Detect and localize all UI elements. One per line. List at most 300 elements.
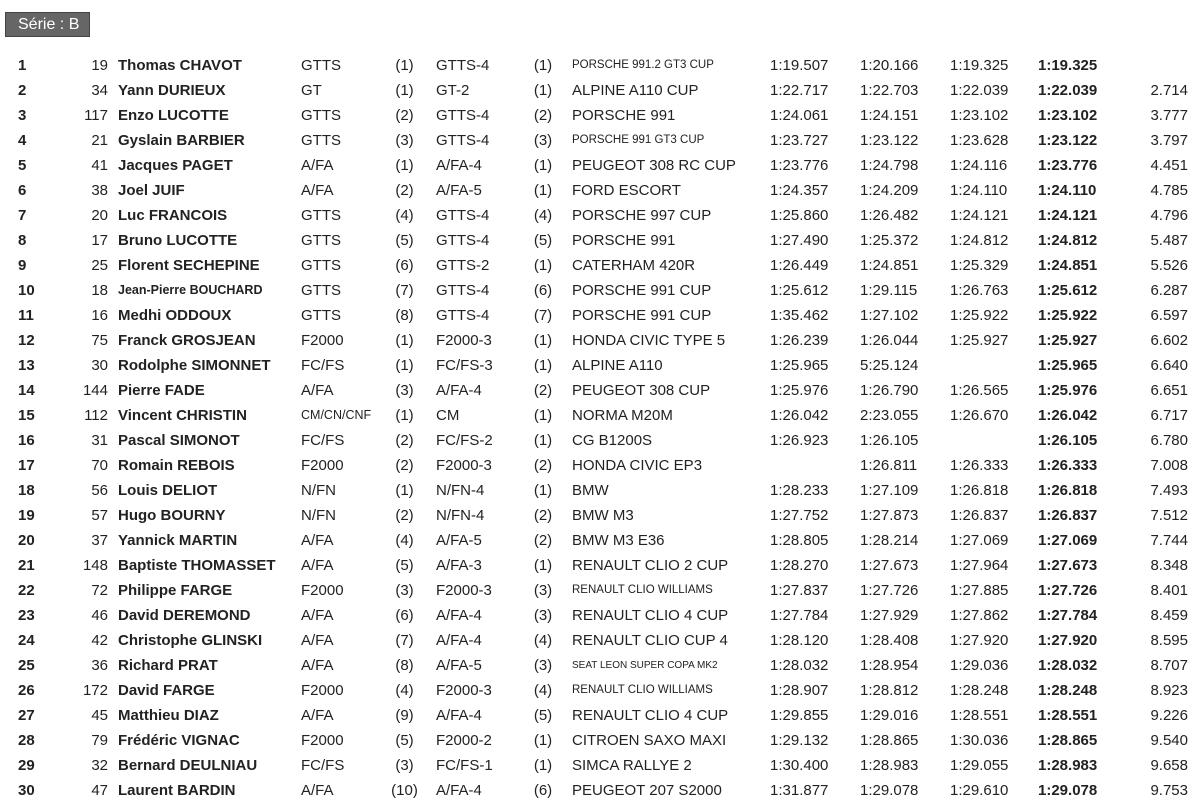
best-time-cell: 1:28.248 bbox=[1038, 682, 1098, 699]
group-cell: A/FA bbox=[301, 182, 334, 199]
lap-time-1-cell: 1:27.752 bbox=[770, 507, 829, 524]
position-cell: 26 bbox=[18, 682, 35, 699]
group-cell: A/FA bbox=[301, 607, 334, 624]
best-time-cell: 1:25.922 bbox=[1038, 307, 1098, 324]
car-number-cell: 41 bbox=[91, 157, 108, 174]
gap-cell: 3.797 bbox=[1150, 132, 1188, 149]
car-model-cell: HONDA CIVIC TYPE 5 bbox=[572, 332, 726, 349]
gap-cell: 6.651 bbox=[1150, 382, 1188, 399]
gap-cell: 7.493 bbox=[1150, 482, 1188, 499]
table-row bbox=[0, 328, 1200, 353]
car-model-cell: PORSCHE 991 CUP bbox=[572, 282, 712, 299]
group-cell: F2000 bbox=[301, 332, 344, 349]
driver-name-cell: David DEREMOND bbox=[118, 607, 251, 624]
car-model-cell: PORSCHE 997 CUP bbox=[572, 207, 712, 224]
group-rank-cell: (7) bbox=[395, 632, 414, 649]
lap-time-2-cell: 1:20.166 bbox=[860, 57, 919, 74]
gap-cell: 6.287 bbox=[1150, 282, 1188, 299]
group-cell: F2000 bbox=[301, 582, 344, 599]
best-time-cell: 1:19.325 bbox=[1038, 57, 1098, 74]
table-row bbox=[0, 278, 1200, 303]
class-cell: GTTS-4 bbox=[436, 282, 490, 299]
lap-time-1-cell: 1:25.612 bbox=[770, 282, 829, 299]
car-number-cell: 45 bbox=[91, 707, 108, 724]
gap-cell: 7.744 bbox=[1150, 532, 1188, 549]
position-cell: 17 bbox=[18, 457, 35, 474]
class-cell: FC/FS-1 bbox=[436, 757, 493, 774]
class-cell: F2000-3 bbox=[436, 582, 492, 599]
best-time-cell: 1:25.927 bbox=[1038, 332, 1098, 349]
car-model-cell: CATERHAM 420R bbox=[572, 257, 696, 274]
class-rank-cell: (4) bbox=[533, 682, 553, 699]
table-row bbox=[0, 153, 1200, 178]
group-cell: GTTS bbox=[301, 282, 341, 299]
driver-name-cell: Rodolphe SIMONNET bbox=[118, 357, 271, 374]
class-cell: A/FA-3 bbox=[436, 557, 482, 574]
lap-time-2-cell: 1:28.954 bbox=[860, 657, 919, 674]
gap-cell: 9.226 bbox=[1150, 707, 1188, 724]
lap-time-3-cell: 1:27.862 bbox=[950, 607, 1009, 624]
table-row bbox=[0, 53, 1200, 78]
class-cell: A/FA-5 bbox=[436, 657, 482, 674]
position-cell: 27 bbox=[18, 707, 35, 724]
car-model-cell: FORD ESCORT bbox=[572, 182, 681, 199]
class-cell: GT-2 bbox=[436, 82, 470, 99]
driver-name-cell: Philippe FARGE bbox=[118, 582, 233, 599]
car-model-cell: CITROEN SAXO MAXI bbox=[572, 732, 727, 749]
lap-time-3-cell: 1:27.964 bbox=[950, 557, 1009, 574]
driver-name-cell: Frédéric VIGNAC bbox=[118, 732, 240, 749]
table-row bbox=[0, 778, 1200, 803]
group-rank-cell: (3) bbox=[395, 757, 414, 774]
best-time-cell: 1:28.032 bbox=[1038, 657, 1098, 674]
class-cell: GTTS-2 bbox=[436, 257, 490, 274]
car-model-cell: NORMA M20M bbox=[572, 407, 673, 424]
best-time-cell: 1:26.837 bbox=[1038, 507, 1098, 524]
lap-time-3-cell: 1:29.610 bbox=[950, 782, 1009, 799]
car-number-cell: 38 bbox=[91, 182, 108, 199]
class-rank-cell: (3) bbox=[533, 657, 553, 674]
gap-cell: 6.717 bbox=[1150, 407, 1188, 424]
group-rank-cell: (6) bbox=[395, 607, 414, 624]
class-cell: F2000-3 bbox=[436, 332, 492, 349]
lap-time-2-cell: 1:28.865 bbox=[860, 732, 919, 749]
position-cell: 14 bbox=[18, 382, 35, 399]
class-rank-cell: (1) bbox=[533, 257, 553, 274]
class-rank-cell: (5) bbox=[533, 232, 553, 249]
position-cell: 11 bbox=[18, 307, 34, 324]
class-rank-cell: (1) bbox=[533, 757, 553, 774]
class-cell: FC/FS-2 bbox=[436, 432, 493, 449]
position-cell: 23 bbox=[18, 607, 35, 624]
car-number-cell: 32 bbox=[91, 757, 108, 774]
group-rank-cell: (10) bbox=[391, 782, 418, 799]
car-model-cell: RENAULT CLIO 2 CUP bbox=[572, 557, 729, 574]
lap-time-1-cell: 1:35.462 bbox=[770, 307, 829, 324]
lap-time-3-cell: 1:28.248 bbox=[950, 682, 1009, 699]
group-rank-cell: (4) bbox=[395, 532, 414, 549]
car-model-cell: PORSCHE 991 bbox=[572, 232, 676, 249]
car-number-cell: 117 bbox=[84, 107, 108, 124]
lap-time-2-cell: 1:22.703 bbox=[860, 82, 919, 99]
lap-time-1-cell: 1:28.032 bbox=[770, 657, 829, 674]
best-time-cell: 1:26.105 bbox=[1038, 432, 1098, 449]
group-rank-cell: (4) bbox=[395, 207, 414, 224]
lap-time-2-cell: 1:23.122 bbox=[860, 132, 919, 149]
class-rank-cell: (3) bbox=[533, 582, 553, 599]
group-rank-cell: (2) bbox=[395, 182, 414, 199]
class-cell: A/FA-5 bbox=[436, 182, 482, 199]
lap-time-3-cell: 1:26.670 bbox=[950, 407, 1009, 424]
lap-time-3-cell: 1:27.069 bbox=[950, 532, 1009, 549]
class-rank-cell: (3) bbox=[533, 607, 553, 624]
lap-time-3-cell: 1:27.920 bbox=[950, 632, 1009, 649]
table-row bbox=[0, 78, 1200, 103]
lap-time-2-cell: 1:29.016 bbox=[860, 707, 919, 724]
lap-time-2-cell: 1:26.105 bbox=[860, 432, 919, 449]
lap-time-1-cell: 1:28.233 bbox=[770, 482, 829, 499]
position-cell: 1 bbox=[18, 57, 27, 74]
position-cell: 12 bbox=[18, 332, 35, 349]
position-cell: 8 bbox=[18, 232, 27, 249]
class-rank-cell: (7) bbox=[533, 307, 553, 324]
gap-cell: 7.512 bbox=[1150, 507, 1188, 524]
lap-time-2-cell: 1:24.151 bbox=[860, 107, 919, 124]
lap-time-2-cell: 1:28.983 bbox=[860, 757, 919, 774]
lap-time-1-cell: 1:24.061 bbox=[770, 107, 829, 124]
position-cell: 7 bbox=[18, 207, 27, 224]
lap-time-3-cell: 1:25.927 bbox=[950, 332, 1009, 349]
car-model-cell: PORSCHE 991 CUP bbox=[572, 307, 712, 324]
table-row bbox=[0, 378, 1200, 403]
gap-cell: 6.640 bbox=[1150, 357, 1188, 374]
lap-time-1-cell: 1:29.855 bbox=[770, 707, 829, 724]
group-cell: A/FA bbox=[301, 657, 334, 674]
car-model-cell: ALPINE A110 CUP bbox=[572, 82, 699, 99]
class-rank-cell: (1) bbox=[533, 557, 553, 574]
car-number-cell: 112 bbox=[84, 407, 108, 424]
gap-cell: 8.707 bbox=[1150, 657, 1188, 674]
lap-time-2-cell: 1:27.873 bbox=[860, 507, 919, 524]
class-cell: A/FA-4 bbox=[436, 607, 482, 624]
driver-name-cell: Pascal SIMONOT bbox=[118, 432, 240, 449]
driver-name-cell: Jean-Pierre BOUCHARD bbox=[118, 283, 263, 297]
lap-time-1-cell: 1:29.132 bbox=[770, 732, 829, 749]
class-cell: GTTS-4 bbox=[436, 107, 490, 124]
group-rank-cell: (8) bbox=[395, 657, 414, 674]
class-cell: CM bbox=[436, 407, 460, 424]
car-number-cell: 20 bbox=[91, 207, 108, 224]
driver-name-cell: Laurent BARDIN bbox=[118, 782, 236, 799]
lap-time-1-cell: 1:22.717 bbox=[770, 82, 829, 99]
lap-time-3-cell: 1:25.922 bbox=[950, 307, 1009, 324]
table-row bbox=[0, 428, 1200, 453]
class-cell: GTTS-4 bbox=[436, 57, 490, 74]
lap-time-2-cell: 1:26.790 bbox=[860, 382, 919, 399]
lap-time-3-cell: 1:29.055 bbox=[950, 757, 1009, 774]
car-model-cell: PORSCHE 991.2 GT3 CUP bbox=[572, 59, 714, 71]
gap-cell: 9.658 bbox=[1150, 757, 1188, 774]
car-model-cell: RENAULT CLIO WILLIAMS bbox=[572, 684, 713, 696]
best-time-cell: 1:25.612 bbox=[1038, 282, 1098, 299]
position-cell: 3 bbox=[18, 107, 27, 124]
class-cell: F2000-3 bbox=[436, 457, 492, 474]
position-cell: 20 bbox=[18, 532, 35, 549]
table-row bbox=[0, 628, 1200, 653]
car-model-cell: PEUGEOT 308 CUP bbox=[572, 382, 711, 399]
lap-time-1-cell: 1:26.239 bbox=[770, 332, 829, 349]
best-time-cell: 1:23.102 bbox=[1038, 107, 1098, 124]
car-number-cell: 25 bbox=[91, 257, 108, 274]
position-cell: 18 bbox=[18, 482, 35, 499]
group-cell: CM/CN/CNF bbox=[301, 408, 372, 422]
class-cell: GTTS-4 bbox=[436, 232, 490, 249]
table-row bbox=[0, 303, 1200, 328]
group-cell: GTTS bbox=[301, 207, 341, 224]
lap-time-3-cell: 1:26.565 bbox=[950, 382, 1009, 399]
lap-time-2-cell: 1:26.482 bbox=[860, 207, 919, 224]
class-cell: GTTS-4 bbox=[436, 132, 490, 149]
position-cell: 30 bbox=[18, 782, 35, 799]
lap-time-3-cell: 1:26.763 bbox=[950, 282, 1009, 299]
class-rank-cell: (2) bbox=[533, 382, 553, 399]
gap-cell: 5.526 bbox=[1150, 257, 1188, 274]
table-row bbox=[0, 203, 1200, 228]
serie-header: Série : B bbox=[5, 12, 90, 37]
lap-time-1-cell: 1:28.805 bbox=[770, 532, 829, 549]
group-cell: A/FA bbox=[301, 532, 334, 549]
position-cell: 28 bbox=[18, 732, 35, 749]
position-cell: 4 bbox=[18, 132, 27, 149]
group-rank-cell: (4) bbox=[395, 682, 414, 699]
lap-time-2-cell: 1:27.109 bbox=[860, 482, 919, 499]
class-cell: N/FN-4 bbox=[436, 507, 485, 524]
driver-name-cell: Bruno LUCOTTE bbox=[118, 232, 238, 249]
table-row bbox=[0, 353, 1200, 378]
position-cell: 2 bbox=[18, 82, 27, 99]
best-time-cell: 1:27.673 bbox=[1038, 557, 1098, 574]
lap-time-1-cell: 1:27.784 bbox=[770, 607, 829, 624]
best-time-cell: 1:27.784 bbox=[1038, 607, 1098, 624]
class-rank-cell: (1) bbox=[533, 182, 553, 199]
driver-name-cell: Thomas CHAVOT bbox=[118, 57, 242, 74]
lap-time-2-cell: 1:27.726 bbox=[860, 582, 919, 599]
table-row bbox=[0, 603, 1200, 628]
best-time-cell: 1:24.110 bbox=[1038, 182, 1097, 199]
position-cell: 25 bbox=[18, 657, 35, 674]
gap-cell: 4.796 bbox=[1150, 207, 1188, 224]
gap-cell: 4.451 bbox=[1150, 157, 1188, 174]
car-number-cell: 47 bbox=[91, 782, 108, 799]
table-row bbox=[0, 178, 1200, 203]
group-rank-cell: (1) bbox=[395, 57, 414, 74]
group-cell: N/FN bbox=[301, 482, 336, 499]
group-cell: A/FA bbox=[301, 382, 334, 399]
lap-time-3-cell: 1:24.812 bbox=[950, 232, 1009, 249]
position-cell: 29 bbox=[18, 757, 35, 774]
car-number-cell: 148 bbox=[82, 557, 108, 574]
best-time-cell: 1:27.069 bbox=[1038, 532, 1098, 549]
group-cell: GTTS bbox=[301, 307, 341, 324]
driver-name-cell: Louis DELIOT bbox=[118, 482, 218, 499]
lap-time-3-cell: 1:26.837 bbox=[950, 507, 1009, 524]
lap-time-1-cell: 1:28.907 bbox=[770, 682, 829, 699]
gap-cell: 8.923 bbox=[1150, 682, 1188, 699]
group-cell: GTTS bbox=[301, 107, 341, 124]
car-number-cell: 75 bbox=[91, 332, 108, 349]
group-cell: GTTS bbox=[301, 257, 341, 274]
driver-name-cell: Enzo LUCOTTE bbox=[118, 107, 229, 124]
class-rank-cell: (3) bbox=[533, 132, 553, 149]
car-number-cell: 19 bbox=[91, 57, 108, 74]
group-cell: A/FA bbox=[301, 707, 334, 724]
group-cell: A/FA bbox=[301, 557, 334, 574]
gap-cell: 8.348 bbox=[1150, 557, 1188, 574]
lap-time-3-cell: 1:26.818 bbox=[950, 482, 1009, 499]
best-time-cell: 1:28.983 bbox=[1038, 757, 1098, 774]
lap-time-2-cell: 1:24.798 bbox=[860, 157, 919, 174]
group-rank-cell: (1) bbox=[395, 82, 414, 99]
gap-cell: 4.785 bbox=[1150, 182, 1188, 199]
best-time-cell: 1:25.965 bbox=[1038, 357, 1098, 374]
driver-name-cell: David FARGE bbox=[118, 682, 215, 699]
class-rank-cell: (1) bbox=[533, 357, 553, 374]
gap-cell: 8.401 bbox=[1150, 582, 1188, 599]
group-cell: A/FA bbox=[301, 632, 334, 649]
gap-cell: 6.597 bbox=[1150, 307, 1188, 324]
class-cell: A/FA-4 bbox=[436, 382, 482, 399]
lap-time-1-cell: 1:25.860 bbox=[770, 207, 829, 224]
group-cell: F2000 bbox=[301, 457, 344, 474]
driver-name-cell: Bernard DEULNIAU bbox=[118, 757, 258, 774]
best-time-cell: 1:26.818 bbox=[1038, 482, 1098, 499]
table-row bbox=[0, 478, 1200, 503]
car-number-cell: 79 bbox=[91, 732, 108, 749]
group-cell: GTTS bbox=[301, 132, 341, 149]
class-cell: A/FA-5 bbox=[436, 532, 482, 549]
class-rank-cell: (5) bbox=[533, 707, 553, 724]
lap-time-2-cell: 1:26.044 bbox=[860, 332, 919, 349]
lap-time-1-cell: 1:28.270 bbox=[770, 557, 829, 574]
gap-cell: 2.714 bbox=[1150, 82, 1188, 99]
gap-cell: 8.459 bbox=[1150, 607, 1188, 624]
position-cell: 15 bbox=[18, 407, 35, 424]
class-rank-cell: (1) bbox=[533, 407, 553, 424]
class-rank-cell: (1) bbox=[533, 482, 553, 499]
table-row bbox=[0, 703, 1200, 728]
class-rank-cell: (1) bbox=[533, 332, 553, 349]
driver-name-cell: Hugo BOURNY bbox=[118, 507, 226, 524]
position-cell: 10 bbox=[18, 282, 35, 299]
driver-name-cell: Joel JUIF bbox=[118, 182, 185, 199]
class-rank-cell: (2) bbox=[533, 107, 553, 124]
car-number-cell: 16 bbox=[91, 307, 108, 324]
table-row bbox=[0, 253, 1200, 278]
lap-time-1-cell: 1:28.120 bbox=[770, 632, 829, 649]
car-model-cell: SIMCA RALLYE 2 bbox=[572, 757, 692, 774]
class-rank-cell: (1) bbox=[533, 57, 553, 74]
lap-time-3-cell: 1:27.885 bbox=[950, 582, 1009, 599]
group-cell: N/FN bbox=[301, 507, 336, 524]
lap-time-1-cell: 1:25.976 bbox=[770, 382, 829, 399]
position-cell: 16 bbox=[18, 432, 35, 449]
class-cell: A/FA-4 bbox=[436, 707, 482, 724]
lap-time-2-cell: 2:23.055 bbox=[860, 407, 919, 424]
car-model-cell: BMW M3 bbox=[572, 507, 634, 524]
lap-time-2-cell: 1:27.102 bbox=[860, 307, 919, 324]
lap-time-2-cell: 1:24.851 bbox=[860, 257, 919, 274]
lap-time-2-cell: 1:27.673 bbox=[860, 557, 919, 574]
table-row bbox=[0, 103, 1200, 128]
best-time-cell: 1:28.551 bbox=[1038, 707, 1098, 724]
lap-time-2-cell: 1:28.214 bbox=[860, 532, 919, 549]
best-time-cell: 1:23.776 bbox=[1038, 157, 1098, 174]
driver-name-cell: Pierre FADE bbox=[118, 382, 205, 399]
car-model-cell: RENAULT CLIO 4 CUP bbox=[572, 707, 729, 724]
car-number-cell: 144 bbox=[82, 382, 108, 399]
class-rank-cell: (4) bbox=[533, 207, 553, 224]
group-cell: GT bbox=[301, 82, 322, 99]
class-rank-cell: (2) bbox=[533, 457, 553, 474]
best-time-cell: 1:24.812 bbox=[1038, 232, 1098, 249]
car-number-cell: 57 bbox=[91, 507, 108, 524]
best-time-cell: 1:27.920 bbox=[1038, 632, 1098, 649]
table-row bbox=[0, 453, 1200, 478]
table-row bbox=[0, 128, 1200, 153]
group-cell: FC/FS bbox=[301, 757, 345, 774]
group-rank-cell: (5) bbox=[395, 732, 414, 749]
group-cell: GTTS bbox=[301, 232, 341, 249]
table-row bbox=[0, 228, 1200, 253]
lap-time-2-cell: 5:25.124 bbox=[860, 357, 919, 374]
class-cell: N/FN-4 bbox=[436, 482, 485, 499]
group-rank-cell: (1) bbox=[395, 407, 414, 424]
lap-time-3-cell: 1:24.116 bbox=[950, 157, 1008, 174]
lap-time-1-cell: 1:23.776 bbox=[770, 157, 829, 174]
lap-time-1-cell: 1:24.357 bbox=[770, 182, 829, 199]
group-rank-cell: (1) bbox=[395, 332, 414, 349]
gap-cell: 5.487 bbox=[1150, 232, 1188, 249]
lap-time-3-cell: 1:25.329 bbox=[950, 257, 1009, 274]
gap-cell: 3.777 bbox=[1150, 107, 1188, 124]
class-cell: FC/FS-3 bbox=[436, 357, 493, 374]
lap-time-1-cell: 1:23.727 bbox=[770, 132, 829, 149]
group-rank-cell: (2) bbox=[395, 107, 414, 124]
best-time-cell: 1:22.039 bbox=[1038, 82, 1098, 99]
car-number-cell: 72 bbox=[91, 582, 108, 599]
position-cell: 21 bbox=[18, 557, 35, 574]
lap-time-2-cell: 1:29.078 bbox=[860, 782, 919, 799]
group-cell: A/FA bbox=[301, 782, 334, 799]
best-time-cell: 1:26.042 bbox=[1038, 407, 1098, 424]
car-number-cell: 70 bbox=[91, 457, 108, 474]
lap-time-1-cell: 1:26.923 bbox=[770, 432, 829, 449]
class-rank-cell: (1) bbox=[533, 82, 553, 99]
group-rank-cell: (1) bbox=[395, 482, 414, 499]
table-row bbox=[0, 753, 1200, 778]
driver-name-cell: Yann DURIEUX bbox=[118, 82, 226, 99]
car-model-cell: HONDA CIVIC EP3 bbox=[572, 457, 703, 474]
car-model-cell: RENAULT CLIO WILLIAMS bbox=[572, 584, 713, 596]
position-cell: 5 bbox=[18, 157, 27, 174]
driver-name-cell: Richard PRAT bbox=[118, 657, 218, 674]
car-number-cell: 17 bbox=[91, 232, 108, 249]
lap-time-3-cell: 1:19.325 bbox=[950, 57, 1009, 74]
driver-name-cell: Medhi ODDOUX bbox=[118, 307, 232, 324]
group-rank-cell: (2) bbox=[395, 432, 414, 449]
table-row bbox=[0, 678, 1200, 703]
group-rank-cell: (1) bbox=[395, 157, 414, 174]
